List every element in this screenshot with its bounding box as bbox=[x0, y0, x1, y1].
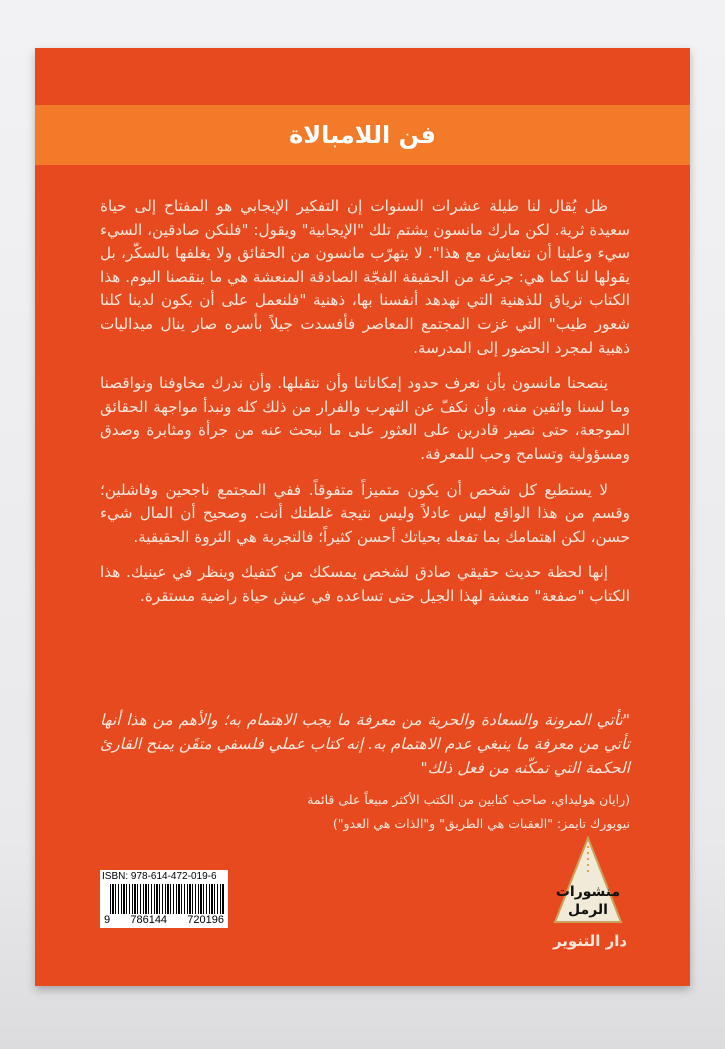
blurb-paragraph: ظل يُقال لنا طيلة عشرات السنوات إن التفكير الإيجابي هو المفتاح إلى حياة سعيدة ثرية. لكن مارك مانسون يشتم تلك "الإيجابية" ويقول: "فلنكن صادقين، السيء سيء وعلينا أن نتعايش مع هذا". لا يتهرّب مانسون من الحقائق ولا يغلفها بالسكّر، بل يقولها لنا كما هي: جرعة من الحقيقة الفجّة الصادقة المنعشة هي ما ينقصنا اليوم. هذا الكتاب ترياق للذهنية التي نهدهد أنفسنا بها، ذهنية "فلنعمل على أن يكون لدينا كلنا شعور طيب" التي غزت المجتمع المعاصر فأفسدت جيلاً بأسره صار ينال ميداليات ذهبية لمجرد الحضور إلى المدرسة. bbox=[100, 197, 630, 357]
barcode-digit-group: 9 bbox=[104, 914, 111, 926]
attribution-line: نيويورك تايمز: "العقبات هي الطريق" و"الذات هي العدو") bbox=[332, 816, 630, 831]
publisher-name: دار التنوير bbox=[552, 932, 628, 950]
blurb-paragraph: ينصحنا مانسون بأن نعرف حدود إمكاناتنا وأن نتقبلها. وأن ندرك مخاوفنا ونواقصنا وما لسنا واثقين منه، وأن نكفّ عن التهرب والفرار من ذلك كله ونبدأ مواجهة الحقائق الموجعة، حتى نصير قادرين على العثور على ما نبحث عنه من جرأة ومثابرة وصدق ومسؤولية وتسامح وحب للمعرفة. bbox=[100, 374, 630, 463]
isbn-text: ISBN: 978-614-472-019-6 bbox=[102, 871, 217, 882]
barcode-digit-group: 720196 bbox=[187, 914, 224, 926]
quote-attribution bbox=[130, 788, 630, 836]
book-title: فن اللامبالاة bbox=[289, 121, 436, 149]
barcode-bars bbox=[110, 884, 224, 914]
attribution-line: (رايان هوليداي، صاحب كتابين من الكتب الأكثر مبيعاً على قائمة bbox=[307, 792, 630, 807]
publisher-logo-icon bbox=[553, 836, 623, 924]
blurb bbox=[100, 195, 630, 621]
blurb-paragraph: لا يستطيع كل شخص أن يكون متميزاً متفوقاً. ففي المجتمع ناجحين وفاشلين؛ وقسم من هذا الواقع ليس عادلاً وليس نتيجة غلطتك أنت. وصحيح أن المال شيء حسن، لكن اهتمامك بما تفعله بحياتك أحسن كثيراً؛ فالتجربة هي الثروة الحقيقية. bbox=[100, 480, 630, 546]
book-back-cover bbox=[35, 48, 690, 986]
svg-text:الرمل: الرمل bbox=[568, 902, 608, 918]
svg-text:منشورات: منشورات bbox=[555, 884, 621, 900]
blurb-paragraph: إنها لحظة حديث حقيقي صادق لشخص يمسكك من كتفيك وينظر في عينيك. هذا الكتاب "صفعة" منعشة لهذا الجيل حتى تساعده في عيش حياة راضية مستقرة. bbox=[100, 563, 630, 605]
barcode-digits bbox=[100, 914, 228, 926]
title-band bbox=[35, 105, 690, 165]
barcode-digit-group: 786144 bbox=[130, 914, 168, 926]
endorsement-quote: "تأتي المرونة والسعادة والحرية من معرفة ما يجب الاهتمام به؛ والأهم من هذا أنها تأتي من معرفة ما ينبغي عدم الاهتمام به. إنه كتاب عملي فلسفي متقَن يمنح القارئ الحكمة التي تمكّنه من فعل ذلك" bbox=[100, 711, 630, 777]
isbn-barcode bbox=[100, 870, 228, 928]
